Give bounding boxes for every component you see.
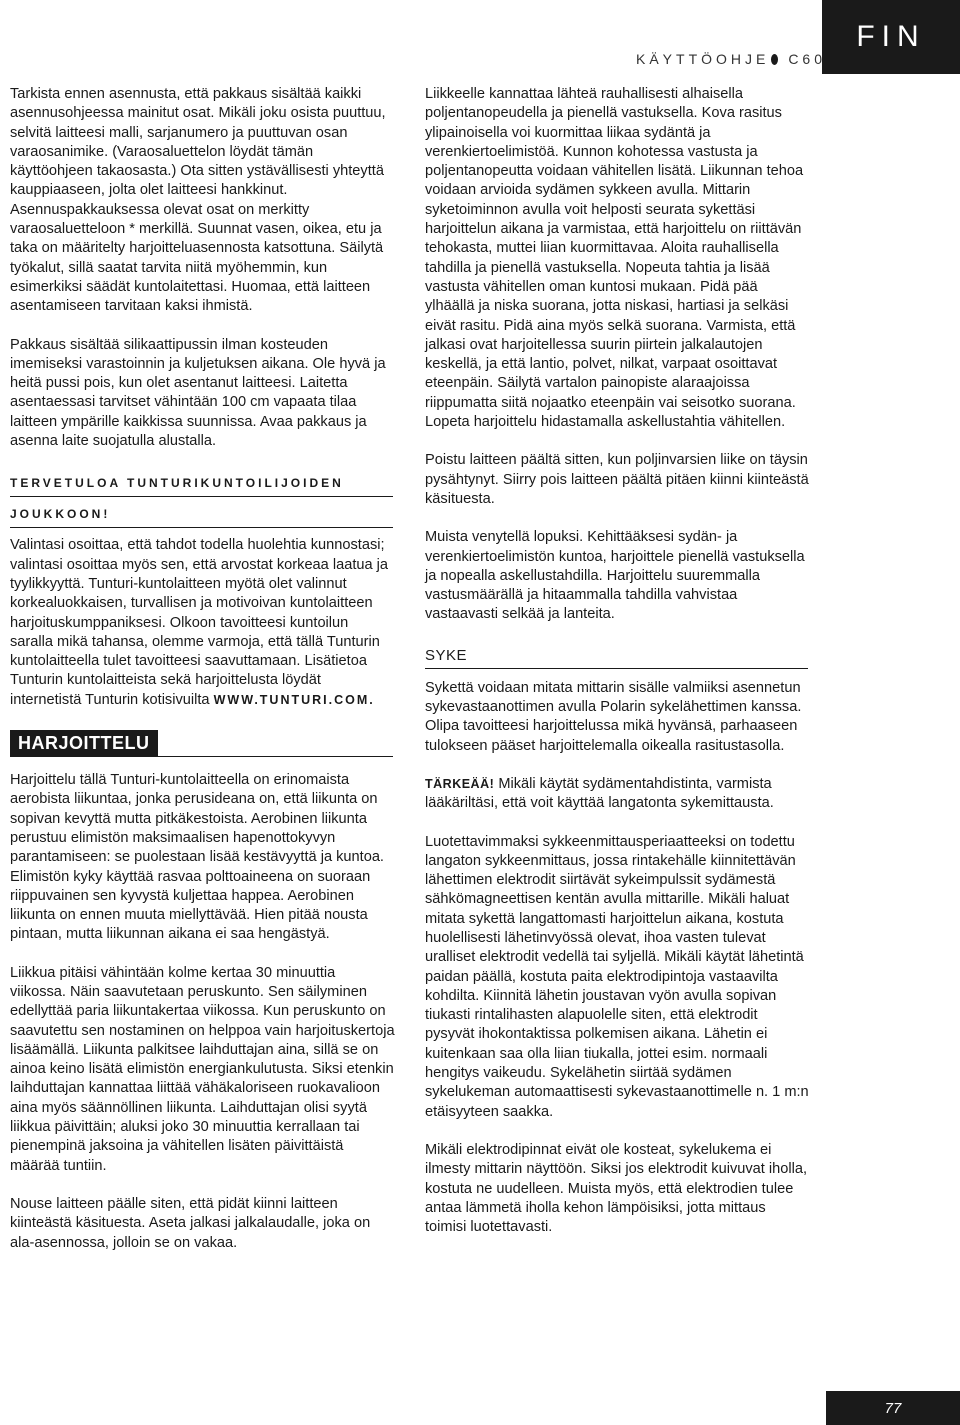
- intro-paragraph: Tarkista ennen asennusta, että pakkaus sisältää kaikki asennusohjeessa mainitut osat. Mikäli joku osista puuttuu, selvitä laitteesi malli, sarjanumero ja puuttuvan osan varaosanimike. (Varaosaluettelon löydät tämän käyttöohjeen takaosasta.) Ota sitten ystävällisesti yhteyttä kauppiaaseen, jolta olet laitteesi hankkinut. Asennuspakkauksessa olevat osat on merkitty varaosaluetteloon * merkillä. Suunnat vasen, oikea, etu ja taka on määritelty harjoitteluasennosta katsottuna. Säilytä työkalut, sillä saatat tarvita niitä myöhemmin, kun esimerkiksi säädät kuntolaitettasi. Huomaa, että laitteen asentamiseen tarvitaan kaksi ihmistä.: [10, 86, 386, 315]
- welcome-heading-line2: JOUKKOON!: [10, 497, 393, 528]
- right-column: [425, 85, 810, 1237]
- language-tab: [822, 0, 960, 74]
- heart-rate-paragraph: Sykettä voidaan mitata mittarin sisälle valmiiksi asennetun sykevastaanottimen avulla Polarin sykelähettimen kanssa. Olipa tavoitteesi harjoittelussa mikä hyvänsä, parhaaseen tulokseen pääset harjoittelemalla oikealla rasitustasolla.: [425, 679, 802, 754]
- important-paragraph: [425, 775, 810, 814]
- electrode-paragraph: Mikäli elektrodipinnat eivät ole kosteat, sykelukema ei ilmesty mittarin näyttöön. Siksi jos elektrodit kuivuvat iholla, kostuta ne uudelleen. Muista myös, että elektrodien tulee antaa lämmetä iholla kehon lämpöisiksi, jotta mittaus toimisi luotettavasti.: [425, 1141, 808, 1236]
- left-column: [10, 85, 395, 1253]
- training-paragraph-3: Nouse laitteen päälle siten, että pidät kiinni laitteen kiinteästä käsituesta. Aseta jalkasi jalkalaudalle, joka on ala-asennossa, jolloin se on vakaa.: [10, 1195, 371, 1251]
- stretch-paragraph: Muista venytellä lopuksi. Kehittääksesi sydän- ja verenkiertoelimistön kuntoa, harjoittele pienellä vastuksella ja nopealla askellustahdilla. Harjoittelu suuremmalla vastusmäärällä ja hitaammalla tahdilla vahvistaa vastaavasti selkää ja lanteita.: [425, 529, 805, 623]
- training-heading: HARJOITTELU: [10, 730, 158, 756]
- silica-paragraph: Pakkaus sisältää silikaattipussin ilman kosteuden imemiseksi varastoinnin ja kuljetuksen aikana. Ole hyvä ja heitä pussi pois, kun olet asentanut laitteesi. Laitetta asentaessasi tarvitset vähintään 100 cm vapaata tilaa laitteen ympärille kaikkissa suunnissa. Avaa pakkaus ja asenna laite suojatulla alustalla.: [10, 336, 386, 450]
- training-paragraph-2: Liikkua pitäisi vähintään kolme kertaa 30 minuuttia viikossa. Näin saavutetaan peruskunto. Sen säilyminen edellyttää paria liikuntakertaa viikossa. Kun peruskunto on saavutettu sen nostaminen on helppoa vain harjoituskertoja lisäämällä. Liikunta palkitsee laihduttajan aina, sillä se on ainoa keino lisätä elimistön energiankulutusta. Siksi etenkin laihduttajan kannattaa liittää vähäkaloriseen ruokavalioon aina myös säännöllinen liikunta. Laihduttajan olisi syytä liikkua päivittäin; aluksi joko 30 minuuttia kerrallaan tai pienempinä jaksoina ja vähitellen lisäten päivittäistä määrää tuntiin.: [10, 964, 395, 1174]
- model-name: C60: [788, 51, 826, 67]
- bullet-dot-icon: [771, 54, 778, 65]
- welcome-heading-line1: TERVETULOA TUNTURIKUNTOILIJOIDEN: [10, 476, 393, 497]
- start-paragraph: Liikkeelle kannattaa lähteä rauhallisesti alhaisella poljentanopeudella ja pienellä vastuksella. Kova rasitus ylipainoisella voi kuormittaa liikaa sydäntä ja verenkiertoelimistöä. Kunnon kohotessa vastusta ja poljentanopeutta voidaan vähitellen lisätä. Liikunnan tehoa voidaan arvioida sydämen sykkeen avulla. Mittarin syketoiminnon avulla voit helposti seurata sykettäsi harjoittelun aikana ja varmistaa, että harjoittelu on riittävän tehokasta, muttei liian kuormittavaa. Aloita rauhallisella tahdilla ja pienellä vastuksella. Nopeuta tahtia ja lisää vastusta vähitellen oman kuntosi mukaan. Pidä pää ylhäällä ja niska suorana, jotta niskasi, hartiasi ja selkäsi eivät rasitu. Pidä aina myös selkä suorana. Varmista, että jalkasi ovat harjoitellessa suurin piirtein jalkalautojen keskellä, ja että lantio, polvet, nilkat, varpaat osoittavat eteenpäin. Säilytä vartalon painopiste alaraajoissa riippumatta siitä nojaatko eteenpäin vai seisotko suorana. Lopeta harjoittelu hidastamalla askellustahtia vähitellen.: [425, 86, 804, 431]
- page-number: [826, 1391, 960, 1425]
- training-paragraph-1: Harjoittelu tällä Tunturi-kuntolaitteella on erinomaista aerobista liikuntaa, jonka perusideana on, että liikunta on sopivan kevyttä mutta pitkäkestoista. Aerobinen liikunta perustuu elimistön maksimaalisen hapenottokyvyn parantamiseen: se puolestaan lisää kestävyyttä ja kuntoa. Elimistön kyky käyttää rasvaa polttoaineena on suoraan riippuvainen sen kyvystä kuljettaa happea. Aerobinen liikunta on ennen muuta miellyttävää. Hien pitää nousta pintaan, mutta liikunnan aikana ei saa hengästyä.: [10, 772, 384, 943]
- welcome-text: Valintasi osoittaa, että tahdot todella huolehtia kunnostasi; valintasi osoittaa myös sen, että arvostat korkeaa laatua ja tyylikkyyttä. Tunturi-kuntolaitteen myötä olet valinnut korkealuokkaisen, turvallisen ja motivoivan kuntolaitteen harjoituskumppaniksesi. Olkoon tavoitteesi kuntoilun saralla mikä tahansa, olemme varmoja, että tällä Tunturin kuntolaitteella tulet tavoitteesi saavuttamaan. Lisätietoa Tunturin kuntolaitteista sekä harjoittelusta löydät internetistä Tunturin kotisivuilta: [10, 537, 389, 708]
- page-number-label: 77: [884, 1399, 902, 1417]
- exit-paragraph: Poistu laitteen päältä sitten, kun poljinvarsien liike on täysin pysähtynyt. Siirry pois laitteen päältä pitäen kiinni kiinteästä käsituesta.: [425, 452, 809, 507]
- running-header: [636, 51, 826, 67]
- important-label: TÄRKEÄÄ!: [425, 776, 495, 791]
- document-title: KÄYTTÖOHJE: [636, 51, 770, 67]
- welcome-paragraph: [10, 536, 395, 710]
- important-text: Mikäli käytät sydämentahdistinta, varmista lääkäriltäsi, että voit käyttää langatonta sykemittausta.: [425, 775, 774, 812]
- training-heading-block: [10, 730, 393, 757]
- wireless-paragraph: Luotettavimmaksi sykkeenmittausperiaatteeksi on todettu langaton sykkeenmittaus, jossa rintakehälle kiinnitettävän lähettimen elektrodit siirtävät sykeimpulssit sydämestä sähkömagneettisen kentän avulla mittarille. Mikäli haluat mitata sykettä langattomasti harjoittelun aikana, kostuta huolellisesti lähetinvyössä olevat, ihoa vasten tulevat uralliset elektrodit vedellä tai syljellä. Mikäli käytät lähetintä paidan päällä, kostuta paita elektrodipintoja vastaavilta kohdilta. Kiinnitä lähetin joustavan vyön avulla sopivan tiukasti rintalihasten alapuolelle siten, että elektrodit pysyvät ihokontaktissa polkemisen aikana. Lähetin ei kuitenkaan saa olla liian tiukalla, jottei esim. normaali hengitys vaikeudu. Sykelähetin siirtää sydämen sykelukeman automaattisesti sykevastaanottimelle n. 1 m:n etäisyyteen saakka.: [425, 833, 809, 1120]
- heart-rate-heading: SYKE: [425, 647, 808, 669]
- language-label: FIN: [856, 20, 926, 53]
- website-link[interactable]: WWW.TUNTURI.COM.: [213, 692, 375, 707]
